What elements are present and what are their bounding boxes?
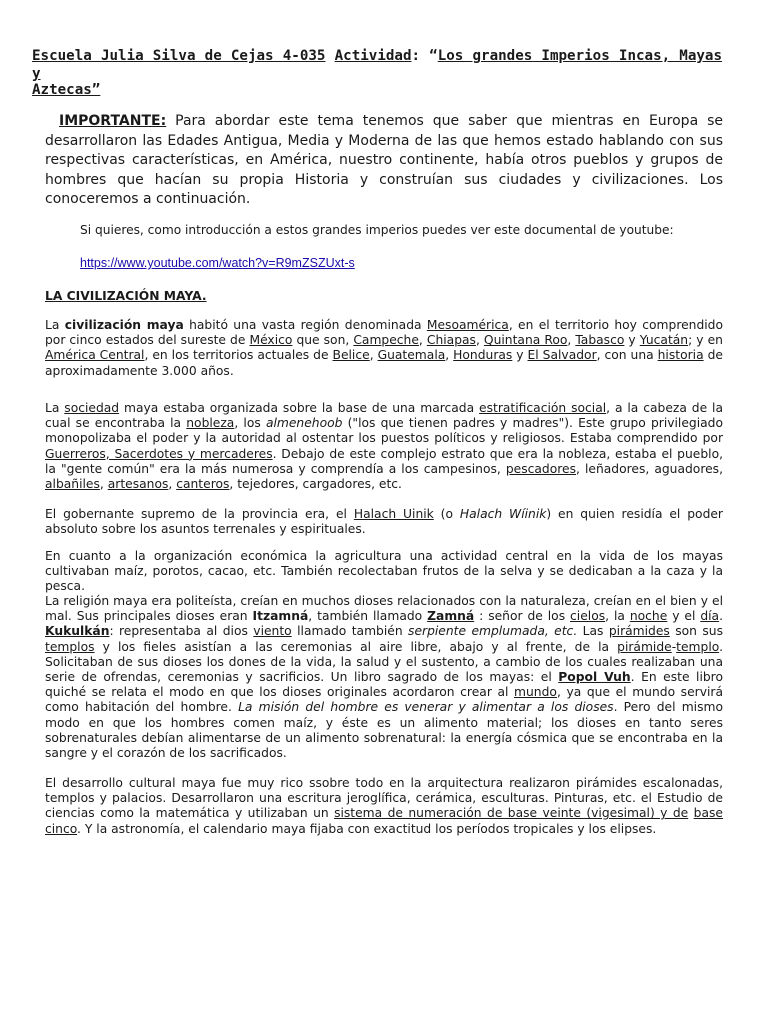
text: son sus: [669, 624, 723, 639]
importante-label: IMPORTANTE:: [59, 113, 167, 129]
text: llamado también: [291, 624, 409, 639]
link-el-salvador[interactable]: El Salvador: [527, 348, 597, 363]
link-cielos[interactable]: cielos: [570, 609, 606, 624]
text: , los: [234, 416, 266, 431]
link-mexico[interactable]: México: [249, 333, 293, 348]
text: , con una: [596, 348, 658, 363]
link-historia[interactable]: historia: [657, 348, 704, 363]
bold-term: Itzamná: [252, 609, 309, 624]
text: ,: [369, 348, 378, 363]
text: y el: [667, 609, 701, 624]
text: y: [512, 348, 528, 363]
importante-text: Para abordar este tema tenemos que saber que mientras en Europa se desarrollaron las Edades Antigua, Media y Moderna de las que hemos estado hablando con sus respectivas características, en América, nuestro continente, había otros pueblos y grupos de hombres que hacían su propia Historia y construían sus ciudades y civilizaciones. Los conoceremos a continuación.: [45, 113, 723, 207]
text: . Y la astronomía, el calendario maya fijaba con exactitud los períodos tropicales y los elipses.: [77, 821, 657, 836]
link-base-cinco[interactable]: base cinco: [45, 806, 723, 836]
text: . Debajo de este complejo estrato que era la nobleza, estaba el pueblo, la "gente común" era la más numerosa y comprendía a los campesinos,: [45, 446, 724, 476]
text: , tejedores, cargadores, etc.: [229, 477, 402, 492]
text: ,: [168, 477, 177, 492]
text: , leñadores, aguadores,: [576, 461, 724, 476]
text: .: [719, 609, 723, 624]
link-campeche[interactable]: Campeche: [353, 333, 419, 348]
text: y: [624, 333, 640, 348]
italic-term: La misión del hombre es venerar y alimentar a los dioses: [238, 700, 614, 715]
document-heading-line2: [32, 81, 722, 99]
link-sistema-numeracion[interactable]: sistema de numeración de base veinte (vigesimal) y de: [334, 806, 689, 821]
text: maya estaba organizada sobre la base de una marcada: [119, 401, 480, 415]
text: La: [45, 318, 65, 332]
importante-paragraph: [45, 112, 723, 210]
document-heading: [32, 47, 722, 83]
link-piramide[interactable]: pirámide: [617, 639, 672, 654]
paragraph-society: [45, 401, 723, 492]
text: ; y en: [688, 333, 723, 348]
text: ,: [445, 348, 454, 363]
text: : señor de los: [474, 609, 571, 624]
text: Las: [577, 624, 609, 639]
link-sociedad[interactable]: sociedad: [64, 401, 120, 415]
text: , en el territorio hoy comprendido por cinco estados del sureste de: [45, 318, 724, 348]
link-chiapas[interactable]: Chiapas: [426, 333, 476, 348]
link-templo[interactable]: templo: [676, 639, 720, 654]
text: . En este libro quiché se relata el modo en que los dioses originales acordaron crear al: [45, 670, 723, 700]
text: ,: [475, 333, 484, 348]
text: : representaba al dios: [109, 624, 254, 639]
text: ,: [567, 333, 576, 348]
text: que son,: [292, 333, 354, 348]
bold-term: civilización maya: [64, 318, 184, 332]
paragraph-economy: En cuanto a la organización económica la agricultura una actividad central en la vida de los mayas cultivaban maíz, porotos, cacao, etc. También recolectaban frutos de la selva y se dedicaban a la caza y la pesca.: [45, 549, 723, 594]
text: El gobernante supremo de la provincia era, el: [45, 507, 354, 521]
link-halach-uinik[interactable]: Halach Uinik: [353, 507, 434, 521]
link-zamna[interactable]: Zamná: [427, 609, 475, 624]
link-pescadores[interactable]: pescadores: [505, 461, 577, 476]
activity-label: Actividad: [334, 48, 412, 64]
text: ("los que tienen padres y madres"). Este grupo privilegiado monopolizaba el poder y la autoridad al ostentar los puestos políticos y religiosos. Estaba comprendido por: [45, 416, 723, 446]
heading-title-line2: Aztecas”: [32, 82, 101, 98]
link-guerreros[interactable]: Guerreros, Sacerdotes y mercaderes: [45, 446, 273, 461]
text: (o: [433, 507, 460, 521]
link-honduras[interactable]: Honduras: [453, 348, 513, 363]
link-artesanos[interactable]: artesanos: [107, 477, 169, 492]
link-templos[interactable]: templos: [45, 639, 95, 654]
text: La religión maya era politeísta, creían en muchos dioses relacionados con la naturaleza, creían en el bien y el mal. Sus principales dioses eran: [45, 594, 723, 624]
link-piramides[interactable]: pirámides: [608, 624, 670, 639]
paragraph-geography: [45, 318, 723, 379]
link-guatemala[interactable]: Guatemala: [377, 348, 446, 363]
paragraph-religion: [45, 594, 723, 761]
text: ,: [418, 333, 427, 348]
link-america-central[interactable]: América Central: [45, 348, 145, 363]
text: ,: [99, 477, 108, 492]
text: habitó una vasta región denominada: [183, 318, 427, 332]
link-albaniles[interactable]: albañiles: [45, 477, 100, 492]
link-yucatan[interactable]: Yucatán: [639, 333, 689, 348]
link-quintana-roo[interactable]: Quintana Roo: [483, 333, 568, 348]
text: de aproximadamente 3.000 años.: [45, 348, 723, 378]
paragraph-governor: [45, 507, 723, 537]
text: La: [45, 401, 65, 415]
italic-term: serpiente emplumada, etc.: [408, 624, 578, 639]
link-estratificacion-social[interactable]: estratificación social: [479, 401, 607, 415]
text: , ya que el mundo servirá como habitación del hombre.: [45, 685, 723, 715]
text: . Pero del mismo modo en que los hombres comen maíz, y éste es un alimento material; los dioses en tanto seres sobrenaturales debían alimentarse de un alimento sobrenatural: la energía cósmica que se encontraba en la sangre y el corazón de los sacrificados.: [45, 700, 723, 761]
text: , en los territorios actuales de: [144, 348, 333, 363]
text: . Solicitaban de sus dioses los dones de la vida, la salud y el sustento, a cambio de los cuales realizaban una serie de ofrendas, ceremonias y sacrificios. Un libro sagrado de los mayas: el: [45, 639, 723, 685]
link-popol-vuh[interactable]: Popol Vuh: [558, 670, 631, 685]
text: y los fieles asistían a las ceremonias al aire libre, abajo y al frente, de la: [94, 639, 618, 654]
text: -: [671, 639, 677, 654]
section-title: LA CIVILIZACIÓN MAYA.: [45, 289, 207, 303]
italic-term: Halach Wíinik: [459, 507, 547, 521]
text: El desarrollo cultural maya fue muy rico ssobre todo en la arquitectura realizaron pirámides escalonadas, templos y palacios. Desarrollaron una escritura jeroglífica, cerámica, esculturas. Pinturas, etc. el Estudio de ciencias como la matemática y utilizaban un: [45, 776, 723, 821]
heading-colon: : “: [411, 48, 438, 64]
youtube-link[interactable]: https://www.youtube.com/watch?v=R9mZSZUxt-s: [80, 256, 355, 270]
link-mesoamerica[interactable]: Mesoamérica: [426, 318, 509, 332]
link-viento[interactable]: viento: [253, 624, 292, 639]
italic-term: almenehoob: [265, 416, 343, 431]
link-nobleza[interactable]: nobleza: [186, 416, 235, 431]
link-mundo[interactable]: mundo: [514, 685, 557, 700]
link-kukulkan[interactable]: Kukulkán: [45, 624, 110, 639]
link-noche[interactable]: noche: [629, 609, 668, 624]
link-tabasco[interactable]: Tabasco: [575, 333, 625, 348]
text: , la: [605, 609, 630, 624]
school-name: Escuela Julia Silva de Cejas 4-035: [32, 48, 326, 64]
text: ) en quien residía el poder absoluto sobre los asuntos terrenales y espirituales.: [45, 507, 723, 537]
heading-title-line1: Los grandes Imperios Incas, Mayas y: [32, 48, 723, 82]
link-dia[interactable]: día: [700, 609, 720, 624]
text: , también llamado: [308, 609, 428, 624]
intro-text: Si quieres, como introducción a estos grandes imperios puedes ver este documental de youtube:: [80, 223, 674, 237]
text: , a la cabeza de la cual se encontraba la: [45, 401, 723, 431]
link-belice[interactable]: Belice: [332, 348, 370, 363]
paragraph-culture: [45, 776, 723, 837]
link-canteros[interactable]: canteros: [176, 477, 230, 492]
